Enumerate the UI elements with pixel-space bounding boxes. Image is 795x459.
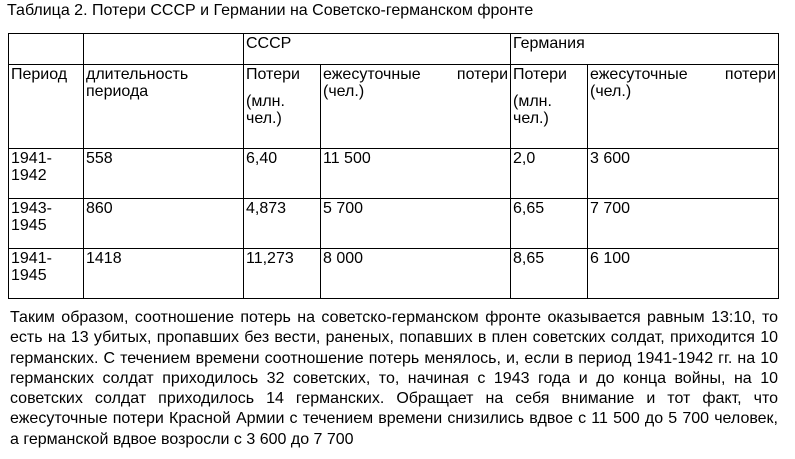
period-cell: 1941-1942: [9, 149, 84, 199]
germany-daily-cell: 3 600: [588, 149, 779, 199]
germany-losses-cell: 6,65: [511, 199, 588, 249]
germany-losses-column-header: [511, 65, 588, 149]
ussr-losses-unit: (млн. чел.): [246, 93, 285, 127]
ussr-daily-cell: 5 700: [321, 199, 511, 249]
table-row: [9, 199, 779, 249]
body-paragraph: Таким образом, соотношение потерь на советско-германском фронте оказывается равным 13:10, то есть на 13 убитых, пропавших без вести, раненых, попавших в плен советских солдат, приходится 10 германских. С течением времени соотношение потерь менялось, и, если в период 1941-1942 гг. на 10 германских солдат приходилось 32 советских, то, начиная с 1943 года и до конца войны, на 10 советских солдат приходилось 14 германских. Обращает на себя внимание и тот факт, что ежесуточные потери Красной Армии с течением времени снизились вдвое с 11 500 до 5 700 человек, а германской вдвое возросли с 3 600 до 7 700: [10, 309, 778, 448]
ussr-daily-cell: 8 000: [321, 249, 511, 299]
duration-cell: 1418: [84, 249, 244, 299]
germany-losses-label: Потери: [513, 66, 567, 83]
germany-group-header: Германия: [511, 34, 779, 65]
group-header-row: [9, 34, 779, 65]
ussr-group-header: СССР: [244, 34, 511, 65]
ussr-losses-cell: 4,873: [244, 199, 321, 249]
ussr-daily-column-header: [321, 65, 511, 149]
ussr-daily-cell: 11 500: [321, 149, 511, 199]
germany-losses-cell: 8,65: [511, 249, 588, 299]
table-caption: Таблица 2. Потери СССР и Германии на Советско-германском фронте: [7, 2, 534, 19]
ussr-daily-unit: (чел.): [323, 83, 365, 100]
germany-daily-cell: 7 700: [588, 199, 779, 249]
period-column-header: Период: [9, 65, 84, 149]
losses-table: [8, 33, 779, 299]
column-header-row: [9, 65, 779, 149]
germany-daily-column-header: [588, 65, 779, 149]
table-row: [9, 149, 779, 199]
germany-daily-cell: 6 100: [588, 249, 779, 299]
ussr-losses-column-header: [244, 65, 321, 149]
ussr-losses-label: Потери: [246, 66, 300, 83]
ussr-losses-cell: 11,273: [244, 249, 321, 299]
table-row: [9, 249, 779, 299]
germany-daily-unit: (чел.): [590, 83, 632, 100]
germany-daily-label: ежесуточные потери: [590, 66, 777, 83]
germany-losses-unit: (млн. чел.): [513, 93, 552, 127]
empty-header-cell: [84, 34, 244, 65]
duration-cell: 558: [84, 149, 244, 199]
period-cell: 1941-1945: [9, 249, 84, 299]
ussr-losses-cell: 6,40: [244, 149, 321, 199]
duration-column-header: длительность периода: [84, 65, 244, 149]
germany-losses-cell: 2,0: [511, 149, 588, 199]
duration-cell: 860: [84, 199, 244, 249]
empty-header-cell: [9, 34, 84, 65]
ussr-daily-label: ежесуточные потери: [323, 66, 508, 83]
period-cell: 1943-1945: [9, 199, 84, 249]
